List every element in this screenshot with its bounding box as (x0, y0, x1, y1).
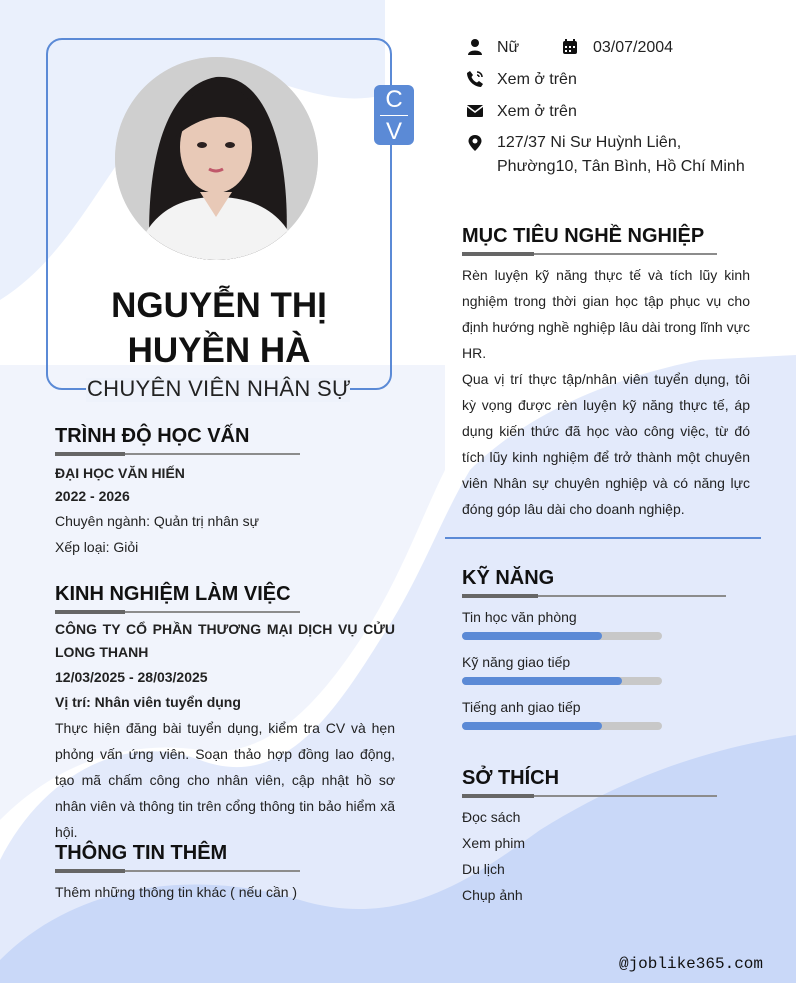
hobby-item: Chụp ảnh (462, 887, 523, 903)
objective-rule-accent (462, 252, 534, 256)
contact-email: Xem ở trên (497, 103, 577, 120)
phone-icon (466, 70, 484, 88)
cv-badge (374, 85, 414, 145)
skill-bar-fill (462, 677, 622, 685)
education-grade: Xếp loại: Giỏi (55, 539, 139, 555)
skill-bar-fill (462, 632, 602, 640)
skills-title: KỸ NĂNG (462, 567, 555, 589)
cv-badge-divider (380, 115, 408, 116)
additional-rule-accent (55, 869, 125, 873)
person-icon (466, 38, 484, 56)
cv-badge-letter-v: V (385, 118, 402, 145)
contact-address (497, 131, 745, 179)
hobbies-title: SỞ THÍCH (462, 767, 560, 789)
contact-gender: Nữ (497, 39, 520, 56)
avatar (115, 57, 318, 260)
education-title: TRÌNH ĐỘ HỌC VẤN (55, 425, 250, 447)
contact-address-line2: Phường10, Tân Bình, Hồ Chí Minh (497, 158, 745, 175)
education-school: ĐẠI HỌC VĂN HIẾN (55, 465, 185, 481)
contact-phone: Xem ở trên (497, 71, 577, 88)
contact-address-line1: 127/37 Ni Sư Huỳnh Liên, (497, 134, 682, 151)
hobby-item: Du lịch (462, 861, 505, 877)
experience-title: KINH NGHIỆM LÀM VIỆC (55, 583, 291, 605)
location-pin-icon (466, 134, 484, 152)
contact-birthdate: 03/07/2004 (593, 39, 674, 56)
skill-label: Tiếng anh giao tiếp (462, 699, 581, 715)
education-major: Chuyên ngành: Quản trị nhân sự (55, 513, 259, 529)
candidate-name: NGUYỄN THỊ HUYỀN HÀ (111, 286, 327, 370)
email-icon (466, 102, 484, 120)
objective-paragraph-1: Rèn luyện kỹ năng thực tế và tích lũy kinh nghiệm trong thời gian học tập phục vụ cho định hướng nghề nghiệp lâu dài trong lĩnh vực HR. (462, 267, 750, 361)
objective-paragraph-2: Qua vị trí thực tập/nhân viên tuyển dụng, tôi kỳ vọng được rèn luyện kỹ năng thực tế, áp dụng kiến thức đã học vào công việc, từ đó tích lũy kinh nghiệm để trở thành một chuyên viên Nhân sự chuyên nghiệp và có năng lực đóng góp lâu dài cho doanh nghiệp. (462, 371, 750, 517)
education-period: 2022 - 2026 (55, 488, 130, 504)
candidate-role: CHUYÊN VIÊN NHÂN SỰ (86, 376, 352, 401)
experience-rule-accent (55, 610, 125, 614)
calendar-icon (561, 38, 579, 56)
hobbies-rule-accent (462, 794, 534, 798)
skill-label: Kỹ năng giao tiếp (462, 654, 571, 670)
objective-title: MỤC TIÊU NGHỀ NGHIỆP (462, 225, 705, 247)
avatar-photo (115, 57, 318, 260)
education-rule-accent (55, 452, 125, 456)
section-divider (445, 537, 761, 539)
experience-description: Thực hiện đăng bài tuyển dụng, kiểm tra CV và hẹn phỏng vấn ứng viên. Soạn thảo hợp đồng lao động, tạo mã chấm công cho nhân viên, cập nhật hồ sơ nhân viên và thông tin trên cổng thông tin bảo hiểm xã hội. (55, 720, 395, 840)
skill-bar-fill (462, 722, 602, 730)
hobby-item: Xem phim (462, 835, 526, 851)
additional-text: Thêm những thông tin khác ( nếu cần ) (55, 884, 298, 900)
experience-period: 12/03/2025 - 28/03/2025 (55, 669, 208, 685)
cv-badge-letter-c: C (385, 86, 403, 113)
hobby-item: Đọc sách (462, 809, 521, 825)
footer-watermark: @joblike365.com (618, 955, 763, 973)
skill-label: Tin học văn phòng (462, 609, 577, 625)
experience-position: Vị trí: Nhân viên tuyển dụng (55, 694, 241, 710)
skills-rule-accent (462, 594, 538, 598)
additional-title: THÔNG TIN THÊM (55, 842, 228, 864)
experience-company: CÔNG TY CỔ PHẦN THƯƠNG MẠI DỊCH VỤ CỬU LONG THANH (55, 621, 395, 660)
